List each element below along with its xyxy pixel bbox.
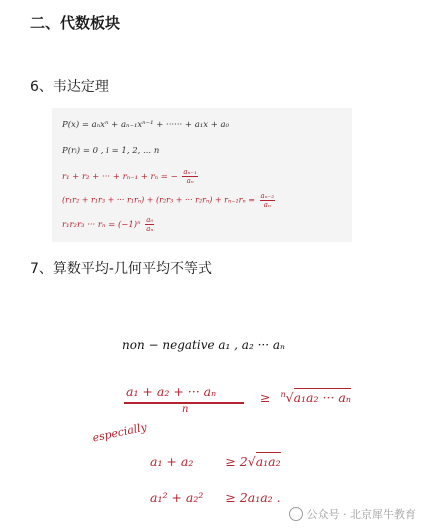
vieta-pair-numerator: aₙ₋₂ xyxy=(260,192,275,200)
heading-amgm: 7、算数平均-几何平均不等式 xyxy=(30,261,212,277)
radical-icon: √ xyxy=(285,390,294,406)
section-title: 二、代数板块 xyxy=(30,14,121,32)
vieta-product-denominator: aₙ xyxy=(146,225,154,233)
amgm-denominator: n xyxy=(182,404,189,415)
vieta-sum-numerator: aₙ₋₁ xyxy=(183,168,197,176)
heading-vieta: 6、韦达定理 xyxy=(30,79,109,95)
vieta-pair-products-line xyxy=(62,192,277,209)
especially-note: especially xyxy=(91,420,148,445)
amgm-ge-symbol: ≥ xyxy=(260,390,271,406)
vieta-product-numerator: a₀ xyxy=(146,216,154,224)
amgm-radicand: a₁a₂ ··· aₙ xyxy=(293,390,351,406)
amgm-nonnegative-line: non − negative a₁ , a₂ ··· aₙ xyxy=(122,338,285,352)
vieta-sum-fraction xyxy=(182,168,198,185)
amgm-rhs xyxy=(260,390,351,405)
vieta-product-line xyxy=(62,216,156,233)
vieta-handwritten-image xyxy=(52,108,352,242)
amgm-two-term-line xyxy=(150,454,281,469)
amgm-squares-rhs: ≥ 2a₁a₂ . xyxy=(225,490,281,505)
vieta-pair-denominator: aₙ xyxy=(263,201,271,209)
vieta-sum-lhs: r₁ + r₂ + ··· + rₙ₋₁ + rₙ = − xyxy=(62,172,178,182)
watermark-text: 公众号 · 北京犀牛教育 xyxy=(306,508,416,521)
amgm-root-index: n xyxy=(280,390,286,399)
amgm-squares-line xyxy=(150,490,281,505)
vieta-pair-fraction xyxy=(260,192,276,209)
amgm-numerator: a₁ + a₂ + ··· aₙ xyxy=(126,384,217,399)
vieta-sum-denominator: aₙ xyxy=(186,177,194,185)
vieta-product-lhs: r₁r₂r₃ ··· rₙ = (−1)ⁿ xyxy=(62,220,141,230)
watermark xyxy=(289,506,417,522)
vieta-polynomial-line: P(x) = aₙxⁿ + aₙ₋₁xⁿ⁻¹ + ······ + a₁x + a₀ xyxy=(62,120,230,130)
amgm-two-term-radicand: a₁a₂ xyxy=(255,454,281,469)
vieta-root-condition-line: P(rᵢ) = 0 , i = 1, 2, ... n xyxy=(62,146,160,156)
amgm-two-term-ge: ≥ 2 xyxy=(225,454,248,469)
vieta-pair-lhs: (r₁r₂ + r₁r₃ + ··· r₁rₙ) + (r₂r₃ + ··· r₂rₙ) + rₙ₋₁rₙ = xyxy=(62,195,255,205)
vieta-product-fraction xyxy=(145,216,154,233)
wechat-icon xyxy=(289,507,303,521)
amgm-squares-lhs: a₁² + a₂² xyxy=(150,490,204,505)
radical-icon: √ xyxy=(247,454,256,469)
amgm-two-term-lhs: a₁ + a₂ xyxy=(150,454,194,469)
vieta-sum-of-roots-line xyxy=(62,168,200,185)
